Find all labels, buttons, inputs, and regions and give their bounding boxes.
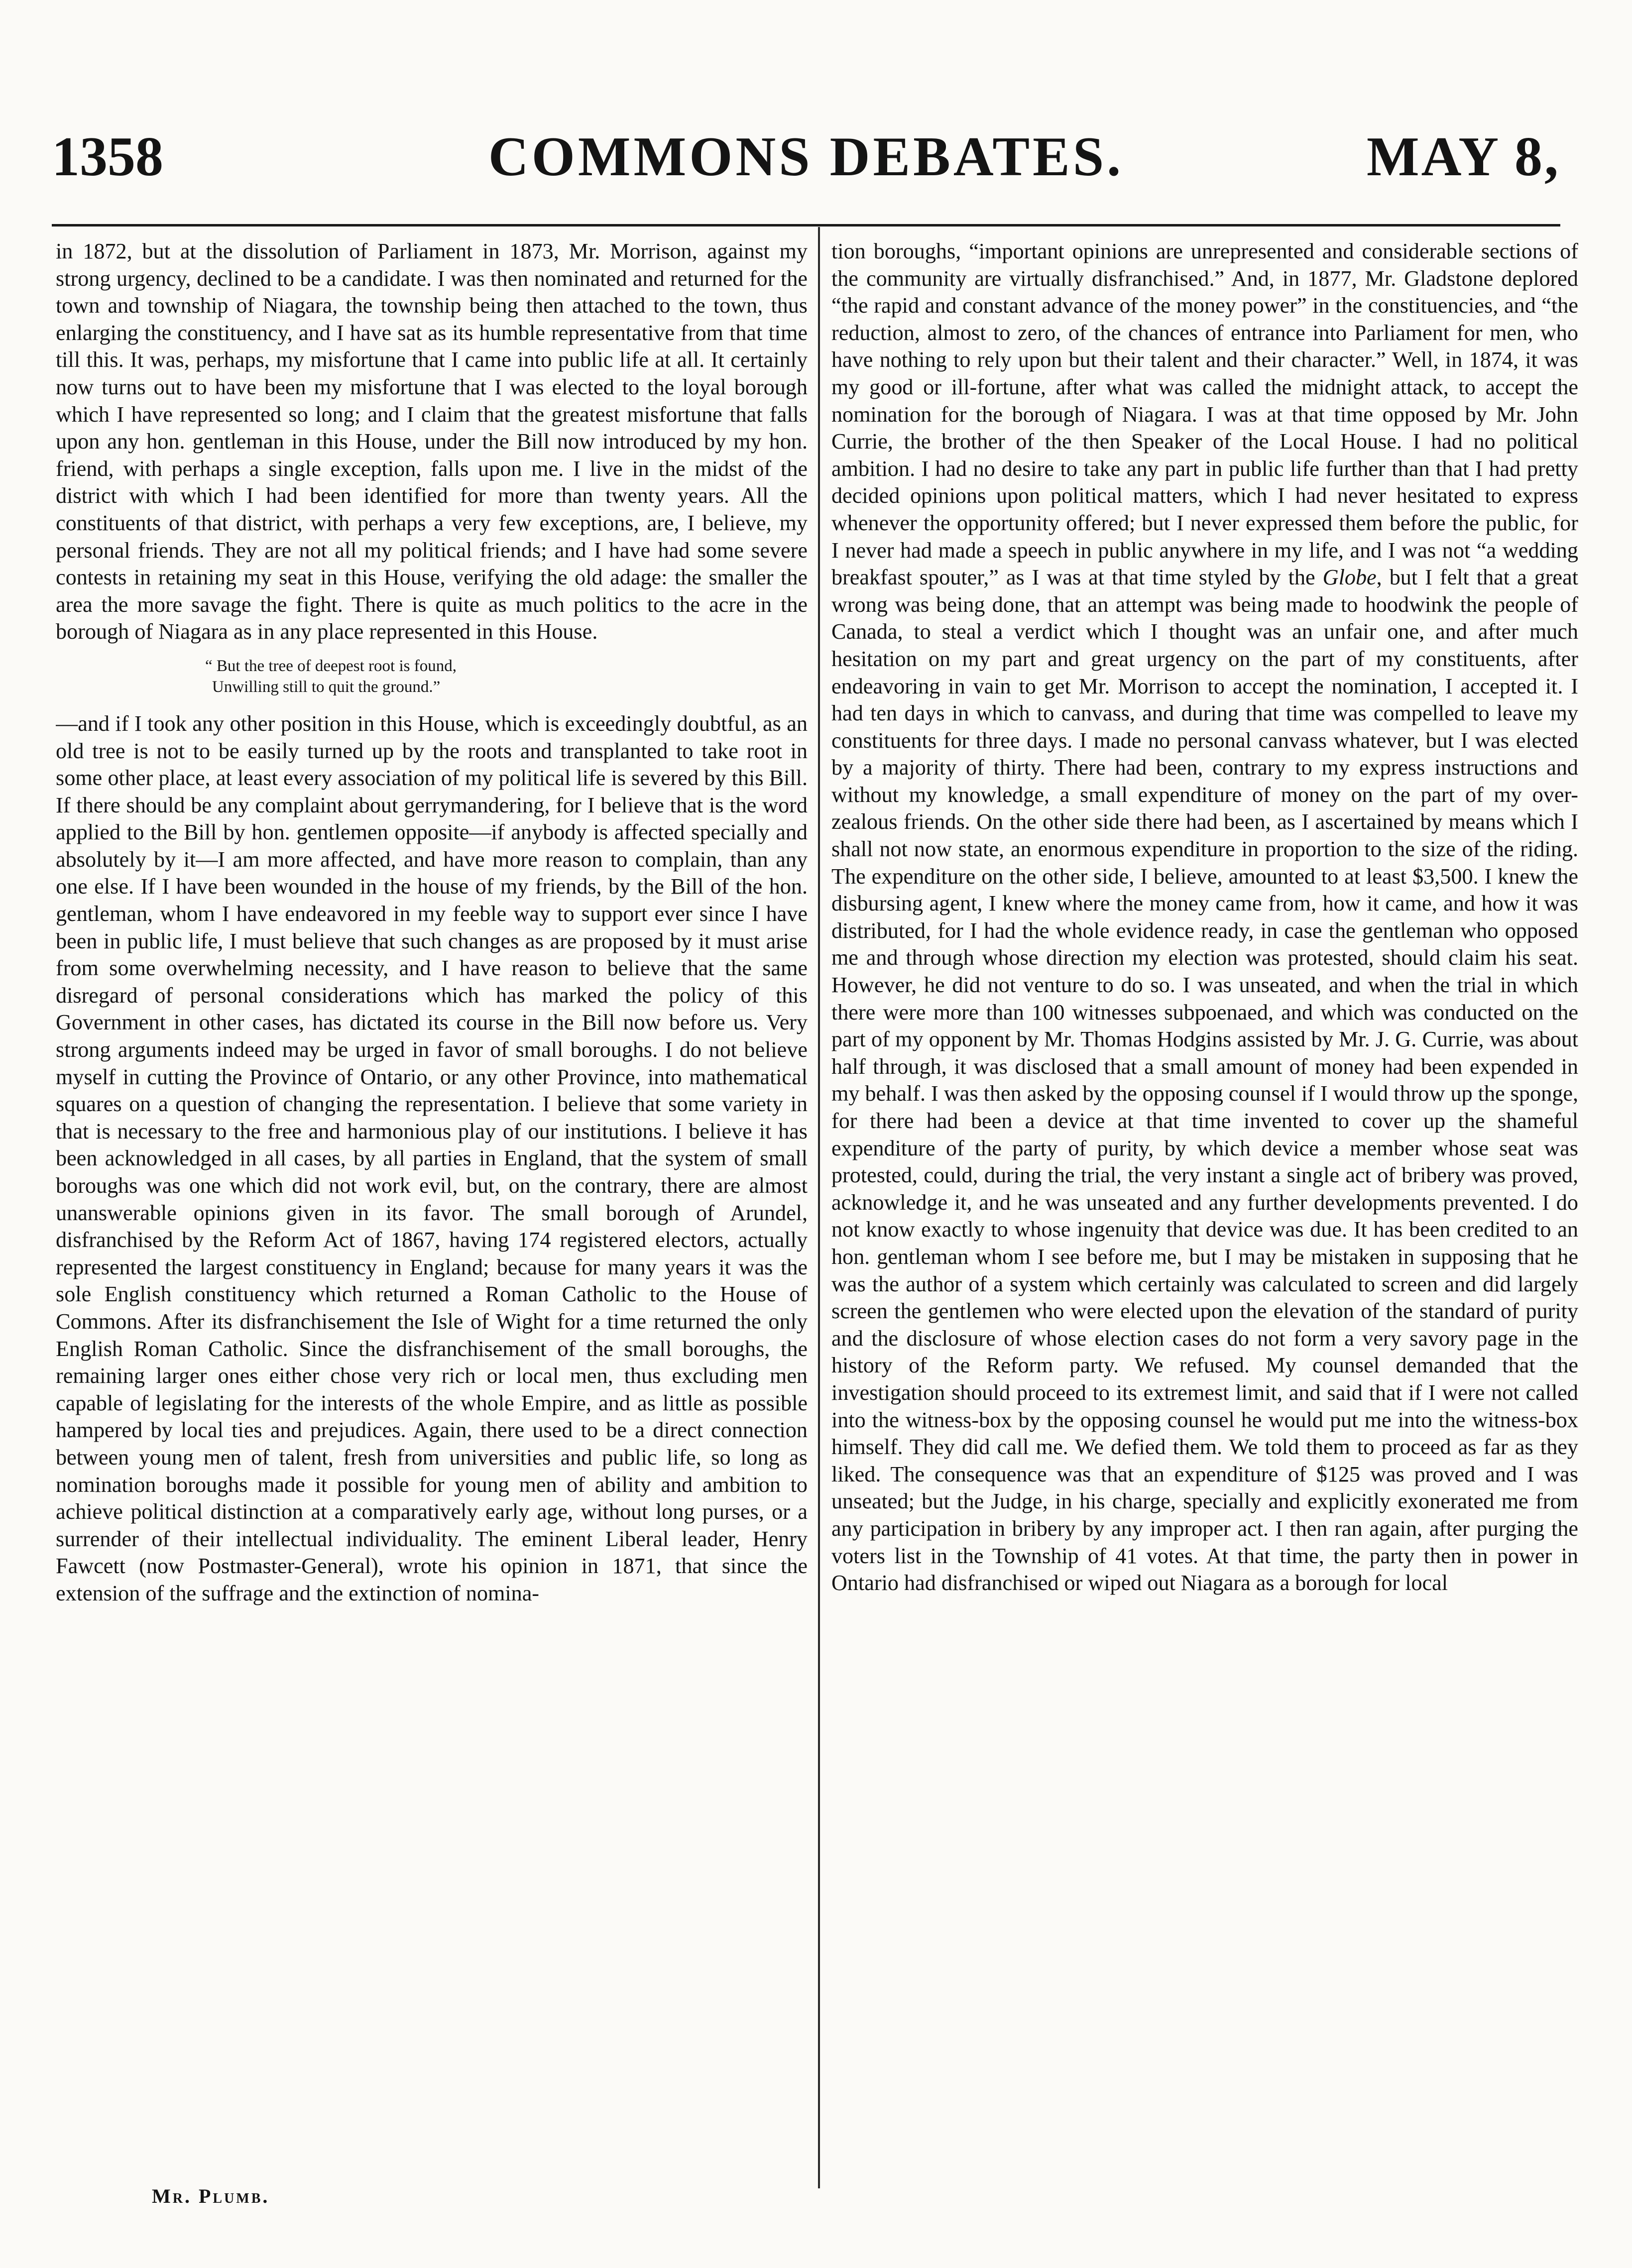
page-date: MAY 8, <box>1366 126 1560 188</box>
verse-line: “ But the tree of deepest root is found, <box>205 657 457 675</box>
page-number: 1358 <box>52 126 163 188</box>
paragraph: in 1872, but at the dissolution of Parliament in 1873, Mr. Morrison, against my strong urgency, declined to be a candidate. I was then nominated and returned for the town and township of Niagara, the township being then attached to the town, thus enlarging the constituency, and I have sat as its humble representative from that time till this. It was, perhaps, my misfortune that I came into public life at all. It certainly now turns out to have been my misfortune that I was elected to the loyal borough which I have represented so long; and I claim that the greatest misfortune that falls upon any hon. gentleman in this House, under the Bill now introduced by my hon. friend, with perhaps a single exception, falls upon me. I live in the midst of the district with which I had been identified for more than twenty years. All the constituents of that district, with perhaps a very few exceptions, are, I believe, my personal friends. They are not all my political friends; and I have had some severe contests in retaining my seat in this House, verifying the old adage: the smaller the area the more savage the fight. There is quite as much politics to the acre in the borough of Niagara as in any place represented in this House. <box>56 239 808 644</box>
verse-quote <box>56 656 808 697</box>
paragraph-text: tion boroughs, “important opinions are unrepresented and considerable sections of the community are virtually disfranchised.” And, in 1877, Mr. Gladstone deplored “the rapid and constant advance of the money power” in the constituencies, and “the reduction, almost to zero, of the chances of entrance into Parliament for men, who have nothing to rely upon but their talent and their character.” Well, in 1874, it was my good or ill-fortune, after what was called the midnight attack, to accept the nomination for the borough of Niagara. I was at that time opposed by Mr. John Currie, the brother of the then Speaker of the Local House. I had no political ambition. I had no desire to take any part in public life further than that I had pretty decided opinions upon political matters, which I had never hesitated to express whenever the opportunity offered; but I never expressed them before the public, for I never had made a speech in public anywhere in my life, and I was not “a wedding breakfast spouter,” as I was at that time styled by the <box>831 239 1578 590</box>
paragraph: —and if I took any other position in this House, which is exceedingly doubtful, as an old tree is not to be easily turned up by the roots and transplanted to take root in some other place, at least every association of my political life is severed by this Bill. If there should be any complaint about gerrymandering, for I believe that is the word applied to the Bill by hon. gentlemen opposite—if anybody is affected specially and absolutely by it—I am more affected, and have more reason to complain, than any one else. If I have been wounded in the house of my friends, by the Bill of the hon. gentleman, whom I have endeavored in my feeble way to support ever since I have been in public life, I must believe that such changes as are proposed by it must arise from some overwhelming necessity, and I have reason to believe that the same disregard of personal considerations which has marked the policy of this Government in other cases, has dictated its course in the Bill now before us. Very strong arguments indeed may be urged in favor of small boroughs. I do not believe myself in cutting the Province of Ontario, or any other Province, into mathematical squares on a question of changing the representation. I believe that some variety in that is necessary to the free and harmonious play of our institutions. I believe it has been acknowledged in all cases, by all parties in England, that the system of small boroughs was one which did not work evil, but, on the contrary, there are almost unanswerable opinions given in its favor. The small borough of Arundel, disfranchised by the Reform Act of 1867, having 174 registered electors, actually represented the largest constituency in England; because for many years it was the sole English constituency which returned a Roman Catholic to the House of Commons. After its disfranchisement the Isle of Wight for a time returned the only English Roman Catholic. Since the disfranchisement of the small boroughs, the remaining larger ones either chose very rich or local men, thus excluding men capable of legislating for the interests of the whole Empire, and as little as possible hampered by local ties and prejudices. Again, there used to be a direct connection between young men of talent, fresh from universities and public life, so long as nomination boroughs made it possible for young men of ability and ambition to achieve political distinction at a comparatively early age, without long purses, or a surrender of their intellectual individuality. The eminent Liberal leader, Henry Fawcett (now Postmaster-General), wrote his opinion in 1871, that since the extension of the suffrage and the extinction of nomina- <box>56 711 808 1605</box>
verse-line: Unwilling still to quit the ground.” <box>212 678 441 696</box>
newspaper-name: Globe <box>1322 565 1377 590</box>
column-divider <box>818 227 820 2188</box>
page-header <box>52 119 1560 194</box>
paragraph <box>831 238 1578 1597</box>
header-rule <box>52 224 1560 227</box>
running-title: COMMONS DEBATES. <box>488 126 1124 188</box>
right-column <box>831 238 1578 2209</box>
paragraph-text: , but I felt that a great wrong was being done, that an attempt was being made to hoodwink the people of Canada, to steal a verdict which I thought was an unfair one, and after much hesitation on my part and great urgency on the part of my constituents, after endeavoring in vain to get Mr. Morrison to accept the nomination, I accepted it. I had ten days in which to canvass, and during that time was compelled to leave my constituents for three days. I made no personal canvass whatever, but I was elected by a majority of thirty. There had been, contrary to my express instructions and without my knowledge, a small expenditure of money on the part of my over-zealous friends. On the other side there had been, as I ascertained by means which I shall not now state, an enormous expenditure in proportion to the size of the riding. The expenditure on the other side, I believe, amounted to at least $3,500. I knew the disbursing agent, I knew where the money came from, how it came, and how it was distributed, for I had the whole evidence ready, in case the gentleman who opposed me and through whose direction my election was protested, should claim his seat. However, he did not venture to do so. I was unseated, and when the trial in which there were more than 100 witnesses subpoenaed, and which was conducted on the part of my opponent by Mr. Thomas Hodgins assisted by Mr. J. G. Currie, was about half through, it was disclosed that a small amount of money had been expended in my behalf. I was then asked by the opposing counsel if I would throw up the sponge, for there had been a device at that time invented to cover up the shameful expenditure of the party of purity, by which device a member whose seat was protested, could, during the trial, the very instant a single act of bribery was proved, acknowledge it, and he was unseated and any further developments prevented. I do not know exactly to whose ingenuity that device was due. It has been credited to an hon. gentleman whom I see before me, but I may be mistaken in supposing that he was the author of a system which certainly was calculated to screen and did largely screen the gentlemen who were elected upon the elevation of the standard of purity and the disclosure of whose election cases do not form a very savory page in the history of the Reform party. We refused. My counsel demanded that the investigation should proceed to its extremest limit, and said that if I were not called into the witness-box by the opposing counsel he would put me into the witness-box himself. They did call me. We defied them. We told them to proceed as far as they liked. The consequence was that an expenditure of $125 was proved and I was unseated; but the Judge, in his charge, specially and explicitly exonerated me from any participation in bribery by any improper act. I then ran again, after purging the voters list in the Township of 41 votes. At that time, the party then in power in Ontario had disfranchised or wiped out Niagara as a borough for local <box>831 565 1578 1595</box>
speaker-name: Mr. Plumb. <box>152 2185 270 2207</box>
left-column <box>56 238 808 2209</box>
